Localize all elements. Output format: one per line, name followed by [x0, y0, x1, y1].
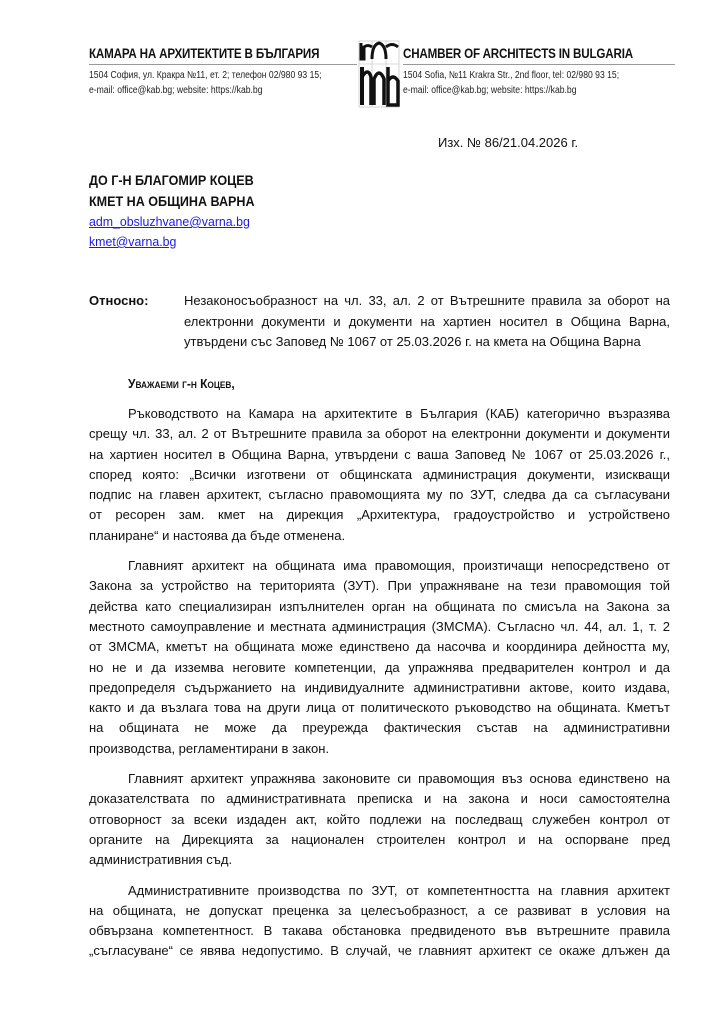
letterhead-rule-right	[403, 64, 675, 65]
subject-line: Незаконосъобразност на чл. 33, ал. 2 от Вътрешните правила за оборот на	[184, 293, 670, 308]
letterhead-english	[403, 45, 663, 98]
body-line: на хартиен носител в Община Варна, утвърдени с ваша Заповед № 1067 от 25.03.2026 г.,	[89, 446, 670, 462]
body-line: Главният архитект на общината има правомощия, произтичащи непосредствено от	[128, 558, 670, 574]
letter-body	[89, 404, 670, 972]
body-line: Главният архитект упражнява законовите си правомощия въз основа единствено на	[128, 771, 670, 787]
subject-text	[184, 291, 670, 353]
body-line: предопределя съдържанието на индивидуалните административни актове, които издава,	[89, 679, 670, 695]
paragraph-bound-competence	[89, 881, 670, 962]
body-line: административния съд.	[89, 852, 233, 868]
addressee-name: ДО Г-Н БЛАГОМИР КОЦЕВ	[89, 173, 254, 188]
letterhead-rule-left	[89, 64, 357, 65]
body-line: „съгласуване“ се явява недопустимо. В случай, че главният архитект се окаже длъжен да	[89, 943, 670, 959]
subject-line: утвърдени със Заповед № 1067 от 25.03.2026 г. на кмета на Община Варна	[184, 334, 641, 349]
paragraph-responsibility	[89, 769, 670, 870]
body-line: на общината, не допускат преценка за целесъобразност, а се развиват в условия на	[89, 902, 670, 918]
body-line: подпис на главен архитект, съгласно правомощията му по ЗУТ, следва да са съгласувани	[89, 487, 670, 503]
letterhead-bulgarian	[89, 45, 359, 98]
body-line: планиране“ и настоява да бъде отменена.	[89, 527, 346, 543]
kab-logo-icon	[358, 37, 400, 110]
body-line: доказателствата по административната преписка и на закона и носи самостоятелна	[89, 791, 670, 807]
body-line: според която: „Всички изготвени от общинската администрация документи, изискващи	[89, 466, 670, 482]
org-contact-en: e-mail: office@kab.bg; website: https://kab.bg	[403, 85, 577, 96]
body-line: местното самоуправление и местната администрация (ЗМСМА). Съгласно чл. 44, ал. 1, т. 2	[89, 618, 670, 634]
org-address-en: 1504 Sofia, №11 Krakra Str., 2nd floor, tel: 02/980 93 15;	[403, 70, 620, 81]
body-line: действа като специализиран изпълнителен орган на общината по смисъла на Закона за	[89, 598, 670, 614]
body-line: обвързана компетентност. В такава обстановка предвиденото във вътрешните правила	[89, 923, 670, 939]
org-address-bg: 1504 София, ул. Кракра №11, ет. 2; телефон 02/980 93 15;	[89, 70, 322, 81]
letterhead	[0, 0, 724, 120]
body-line: както и да възлага това на други лица от политическото ръководство на общината. Кметът	[89, 700, 670, 716]
body-line: от ЗМСМА, кметът на общината може единствено да насочва и координира дейността му,	[89, 639, 670, 655]
org-contact-bg: e-mail: office@kab.bg; website: https://kab.bg	[89, 85, 263, 96]
email-link-administration[interactable]: adm_obsluzhvane@varna.bg	[89, 214, 250, 229]
email-link-mayor[interactable]: kmet@varna.bg	[89, 234, 177, 249]
body-line: Ръководството на Камара на архитектите в България (КАБ) категорично възразява	[128, 406, 670, 421]
body-line: от ресорен зам. кмет на дирекция „Архитектура, градоустройство и устройствено	[89, 507, 670, 523]
body-line: срещу чл. 33, ал. 2 от Вътрешните правила за оборот на електронни документи и документи	[89, 426, 670, 442]
addressee-block	[89, 170, 267, 252]
body-line: Административните производства по ЗУТ, от компетентността на главния архитект	[128, 882, 670, 898]
paragraph-objection	[89, 404, 670, 546]
paragraph-chief-architect-powers	[89, 556, 670, 759]
body-line: на общината не може да преурежда фактическия състав на административни	[89, 720, 670, 736]
subject-line: електронни документи и документи на хартиен носител в Община Варна,	[184, 313, 670, 329]
body-line: но не и да изземва неговите компетенции, да упражнява предварителен контрол и да	[89, 659, 670, 675]
org-name-bg: КАМАРА НА АРХИТЕКТИТЕ В БЪЛГАРИЯ	[89, 46, 320, 61]
org-name-en: CHAMBER OF ARCHITECTS IN BULGARIA	[403, 46, 633, 61]
subject-label: Относно:	[89, 293, 149, 308]
outgoing-reference-number: Изх. № 86/21.04.2026 г.	[438, 135, 579, 150]
body-line: отговорност за всеки издаден акт, който подлежи на последващ служебен контрол от	[89, 811, 670, 827]
body-line: Закона за устройство на територията (ЗУТ). При упражняване на тези правомощия той	[89, 578, 670, 594]
body-line: производства, регламентирани в закон.	[89, 740, 330, 756]
body-line: органите на Дирекцията за национален строителен контрол и на оспорване пред	[89, 831, 670, 847]
addressee-role: КМЕТ НА ОБЩИНА ВАРНА	[89, 194, 255, 209]
salutation: Уважаеми г-н Коцев,	[128, 376, 235, 391]
